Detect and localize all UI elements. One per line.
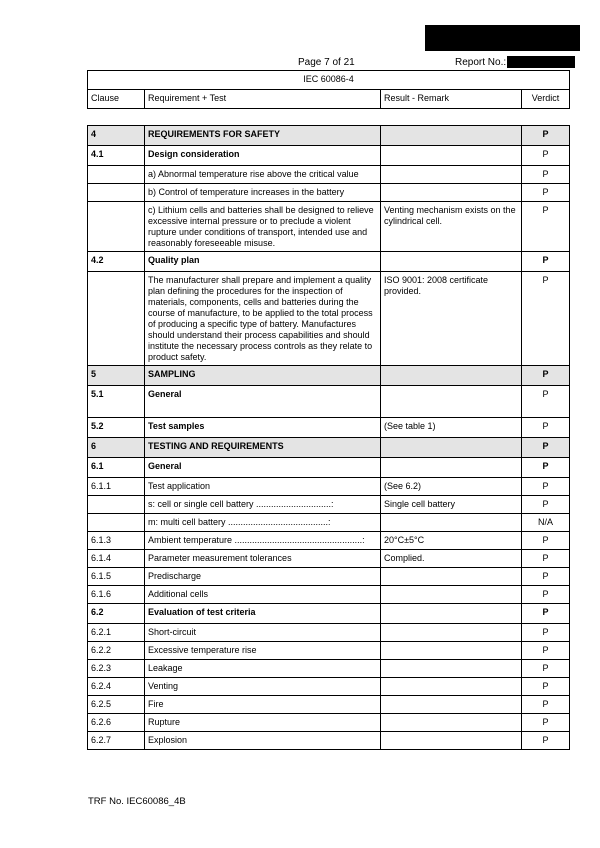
result-cell [381,366,522,386]
clause-cell: 6.1 [88,458,145,478]
result-cell [381,438,522,458]
verdict-cell: P [522,366,570,386]
result-cell [381,624,522,642]
result-cell: Complied. [381,550,522,568]
standard-title: IEC 60086-4 [88,71,570,90]
col-clause: Clause [88,90,145,109]
requirement-cell: m: multi cell battery ........................................: [145,514,381,532]
requirement-cell: General [145,458,381,478]
verdict-cell: P [522,184,570,202]
requirement-cell: Evaluation of test criteria [145,604,381,624]
table-row [88,166,570,184]
table-row [88,272,570,366]
requirement-cell: Fire [145,696,381,714]
clause-cell: 6.1.3 [88,532,145,550]
clause-cell: 6.2.7 [88,732,145,750]
verdict-cell: P [522,146,570,166]
requirement-cell: a) Abnormal temperature rise above the critical value [145,166,381,184]
clause-cell: 6.2.4 [88,678,145,696]
table-row [88,418,570,438]
col-result: Result - Remark [381,90,522,109]
verdict-cell: P [522,252,570,272]
verdict-cell: P [522,532,570,550]
clause-cell [88,496,145,514]
table-row [88,184,570,202]
result-cell: ISO 9001: 2008 certificate provided. [381,272,522,366]
result-cell [381,586,522,604]
clause-cell [88,202,145,252]
requirement-cell: Design consideration [145,146,381,166]
clause-cell: 4.2 [88,252,145,272]
table-row [88,386,570,418]
clause-cell: 5 [88,366,145,386]
verdict-cell: N/A [522,514,570,532]
table-row [88,252,570,272]
result-cell [381,514,522,532]
table-row [88,696,570,714]
redaction-block-top [425,25,580,51]
clause-cell: 4.1 [88,146,145,166]
header-table [87,70,570,109]
requirement-cell: b) Control of temperature increases in the battery [145,184,381,202]
verdict-cell: P [522,696,570,714]
redaction-block-report [507,56,575,68]
verdict-cell: P [522,418,570,438]
result-cell: (See 6.2) [381,478,522,496]
requirement-cell: Parameter measurement tolerances [145,550,381,568]
requirement-cell: TESTING AND REQUIREMENTS [145,438,381,458]
verdict-cell: P [522,642,570,660]
table-row [88,678,570,696]
clause-cell: 6.2 [88,604,145,624]
requirement-cell: s: cell or single cell battery ..............................: [145,496,381,514]
clause-cell [88,514,145,532]
requirement-cell: Excessive temperature rise [145,642,381,660]
verdict-cell: P [522,386,570,418]
result-cell: Venting mechanism exists on the cylindrical cell. [381,202,522,252]
clause-cell [88,184,145,202]
requirement-cell: Rupture [145,714,381,732]
result-cell [381,732,522,750]
table-row [88,202,570,252]
verdict-cell: P [522,678,570,696]
footer-trf: TRF No. IEC60086_4B [88,796,186,807]
verdict-cell: P [522,586,570,604]
clause-cell: 6.2.2 [88,642,145,660]
requirement-cell: SAMPLING [145,366,381,386]
result-cell [381,604,522,624]
table-row [88,366,570,386]
clause-cell: 6.2.6 [88,714,145,732]
table-row [88,146,570,166]
verdict-cell: P [522,568,570,586]
clause-cell: 6.1.1 [88,478,145,496]
result-cell: 20°C±5°C [381,532,522,550]
verdict-cell: P [522,624,570,642]
requirement-cell: Test samples [145,418,381,438]
result-cell [381,660,522,678]
verdict-cell: P [522,126,570,146]
verdict-cell: P [522,732,570,750]
requirement-cell: Predischarge [145,568,381,586]
report-number-label: Report No.: [455,57,507,68]
result-cell [381,126,522,146]
requirement-cell: Ambient temperature ...................................................: [145,532,381,550]
verdict-cell: P [522,496,570,514]
verdict-cell: P [522,458,570,478]
table-row [88,586,570,604]
result-cell [381,184,522,202]
table-row [88,458,570,478]
result-cell [381,252,522,272]
verdict-cell: P [522,272,570,366]
result-cell [381,568,522,586]
requirement-cell: Quality plan [145,252,381,272]
result-cell: (See table 1) [381,418,522,438]
requirements-table [87,125,570,750]
table-row [88,660,570,678]
requirement-cell: Leakage [145,660,381,678]
clause-cell: 6.1.6 [88,586,145,604]
result-cell [381,166,522,184]
requirement-cell: c) Lithium cells and batteries shall be designed to relieve excessive internal pressure or to preclude a violent rupture under conditions of transport, intended use and reasonably foreseeable misuse. [145,202,381,252]
requirement-cell: Test application [145,478,381,496]
requirement-cell: Short-circuit [145,624,381,642]
page-number: Page 7 of 21 [298,57,355,68]
result-cell [381,714,522,732]
clause-cell: 6.1.5 [88,568,145,586]
verdict-cell: P [522,550,570,568]
result-cell [381,696,522,714]
table-row [88,624,570,642]
result-cell [381,386,522,418]
clause-cell: 5.1 [88,386,145,418]
table-row [88,550,570,568]
result-cell [381,458,522,478]
table-row [88,126,570,146]
verdict-cell: P [522,166,570,184]
verdict-cell: P [522,660,570,678]
table-row [88,568,570,586]
verdict-cell: P [522,714,570,732]
col-requirement: Requirement + Test [145,90,381,109]
table-row [88,604,570,624]
clause-cell: 6.1.4 [88,550,145,568]
clause-cell: 6.2.3 [88,660,145,678]
clause-cell [88,166,145,184]
requirement-cell: The manufacturer shall prepare and implement a quality plan defining the procedures for the inspection of materials, components, cells and batteries during the course of manufacture, to be applied to the total process of producing a specific type of battery. Manufactures should understand their process capabilities and should institute the necessary process controls as they relate to product safety. [145,272,381,366]
verdict-cell: P [522,604,570,624]
requirement-cell: Explosion [145,732,381,750]
clause-cell [88,272,145,366]
requirement-cell: Venting [145,678,381,696]
table-row [88,714,570,732]
clause-cell: 6.2.1 [88,624,145,642]
verdict-cell: P [522,438,570,458]
clause-cell: 4 [88,126,145,146]
requirement-cell: Additional cells [145,586,381,604]
table-row [88,514,570,532]
requirement-cell: REQUIREMENTS FOR SAFETY [145,126,381,146]
result-cell [381,146,522,166]
table-row [88,642,570,660]
col-verdict: Verdict [522,90,570,109]
table-row [88,478,570,496]
table-row [88,496,570,514]
result-cell [381,678,522,696]
result-cell [381,642,522,660]
table-row [88,732,570,750]
verdict-cell: P [522,202,570,252]
requirement-cell: General [145,386,381,418]
clause-cell: 5.2 [88,418,145,438]
clause-cell: 6.2.5 [88,696,145,714]
table-row [88,438,570,458]
clause-cell: 6 [88,438,145,458]
result-cell: Single cell battery [381,496,522,514]
table-row [88,532,570,550]
verdict-cell: P [522,478,570,496]
